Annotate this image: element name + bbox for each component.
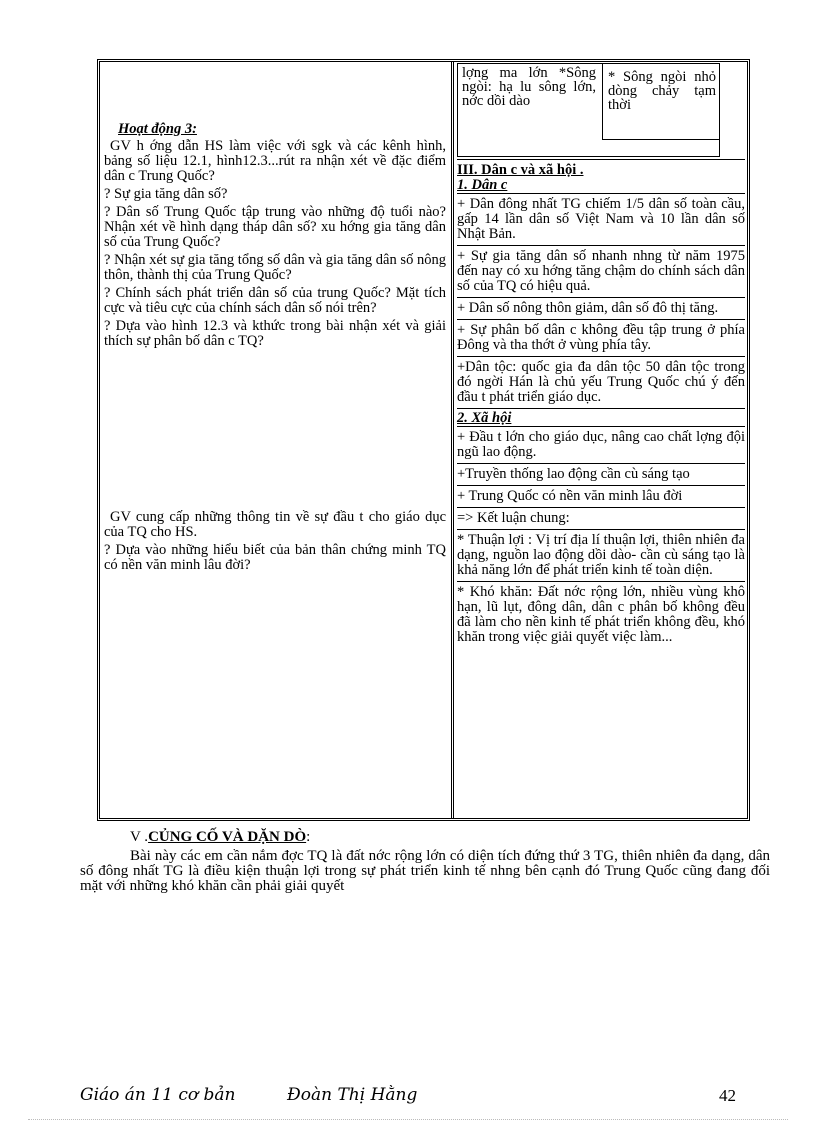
- difficulties: * Khó khăn: Đất nớc rộng lớn, nhiều vùng khô hạn, lũ lụt, đông dân, dân c phân bố không đều đã làm cho nền kinh tế phát triển không đều, khó khăn trong việc giải quyết việc làm...: [457, 584, 745, 645]
- question-4: ? Chính sách phát triển dân số của trung Quốc? Mặt tích cực và tiêu cực của chính sách dân số nói trên?: [104, 285, 446, 316]
- teacher-note: GV cung cấp những thông tin về sự đầu t cho giáo dục của TQ cho HS.: [104, 509, 446, 540]
- subsection-society-label: 2. Xã hội: [457, 410, 512, 426]
- question-6: ? Dựa vào những hiểu biết của bản thân chứng minh TQ có nền văn minh lâu đời?: [104, 542, 446, 573]
- inner-cell-west: * Sông ngòi nhỏ dòng chảy tạm thời: [608, 69, 716, 113]
- teacher-activity-column: [104, 62, 446, 576]
- summary-heading-label: CỦNG CỐ VÀ DẶN DÒ: [148, 829, 307, 845]
- activity-intro: GV h ớng dẫn HS làm việc với sgk và các kênh hình, bảng số liệu 12.1, hình12.3...rút ra nhận xét về đặc điểm dân c Trung Quốc?: [104, 138, 446, 184]
- footer-divider: [28, 1119, 788, 1120]
- summary-heading-suffix: :: [306, 829, 311, 845]
- section-title: III. Dân c và xã hội .: [457, 162, 584, 178]
- population-point-2: + Sự gia tăng dân số nhanh nhng từ năm 1975 đến nay có xu hớng tăng chậm do chính sách dân số của TQ có hiệu quả.: [457, 248, 745, 294]
- population-point-5: +Dân tộc: quốc gia đa dân tộc 50 dân tộc trong đó ngời Hán là chủ yếu Trung Quốc chú ý đến đầu t phát triển giáo dục.: [457, 359, 745, 405]
- question-2: ? Dân số Trung Quốc tập trung vào những độ tuổi nào? Nhận xét về hình dạng tháp dân số? xu hớng gia tăng dân số của Trung Quốc?: [104, 204, 446, 250]
- summary-body: Bài này các em cần nắm đợc TQ là đất nớc rộng lớn có diện tích đứng thứ 3 TG, thiên nhiên đa dạng, dân số đông nhất TG là điều kiện thuận lợi trong sự phát triển kinh tế nhng bên cạnh đó Trung Quốc cũng đang đối mặt với những khó khăn cần phải giải quyết: [80, 848, 770, 894]
- content-column: [457, 62, 745, 648]
- column-divider: [451, 62, 454, 818]
- population-point-3: + Dân số nông thôn giảm, dân số đô thị tăng.: [457, 300, 719, 316]
- population-point-1: + Dân đông nhất TG chiếm 1/5 dân số toàn cầu, gấp 14 lần dân số Việt Nam và 10 lần dân số Nhật Bản.: [457, 196, 745, 242]
- inner-cell-divider: [602, 64, 603, 139]
- summary-heading: [130, 830, 730, 845]
- subsection-society: [457, 411, 745, 426]
- subsection-population: [457, 178, 745, 193]
- lesson-table: [97, 59, 750, 821]
- inner-cell-east: lợng ma lớn *Sông ngòi: hạ lu sông lớn, nớc dồi dào: [462, 65, 596, 109]
- conclusion-heading: => Kết luận chung:: [457, 510, 570, 526]
- inner-cell-underline: [602, 139, 719, 140]
- society-point-2: +Truyền thống lao động cần cù sáng tạo: [457, 466, 690, 482]
- summary-heading-prefix: V .: [130, 829, 149, 845]
- question-5: ? Dựa vào hình 12.3 và kthức trong bài nhận xét và giải thích sự phân bố dân c TQ?: [104, 318, 446, 349]
- footer-author-sign: Đoàn Thị Hằng: [287, 1085, 418, 1105]
- question-3: ? Nhận xét sự gia tăng tổng số dân và gia tăng dân số nông thôn, thành thị của Trung Quốc?: [104, 252, 446, 283]
- activity-heading: Hoạt động 3:: [118, 121, 197, 137]
- page-number: 42: [719, 1086, 736, 1105]
- population-point-4: + Sự phân bố dân c không đều tập trung ở phía Đông và tha thớt ở vùng phía tây.: [457, 322, 745, 353]
- advantages: * Thuận lợi : Vị trí địa lí thuận lợi, thiên nhiên đa dạng, nguồn lao động dồi dào- cần cù sáng tạo là khả năng lớn để phát triển kinh tế toàn diện.: [457, 532, 745, 578]
- society-point-3: + Trung Quốc có nền văn minh lâu đời: [457, 488, 683, 504]
- river-comparison-table: [457, 63, 720, 157]
- question-1: ? Sự gia tăng dân số?: [104, 186, 228, 202]
- footer-lesson-plan-sign: Giáo án 11 cơ bản: [80, 1085, 236, 1105]
- subsection-population-label: 1. Dân c: [457, 177, 508, 193]
- society-point-1: + Đầu t lớn cho giáo dục, nâng cao chất lợng đội ngũ lao động.: [457, 429, 745, 460]
